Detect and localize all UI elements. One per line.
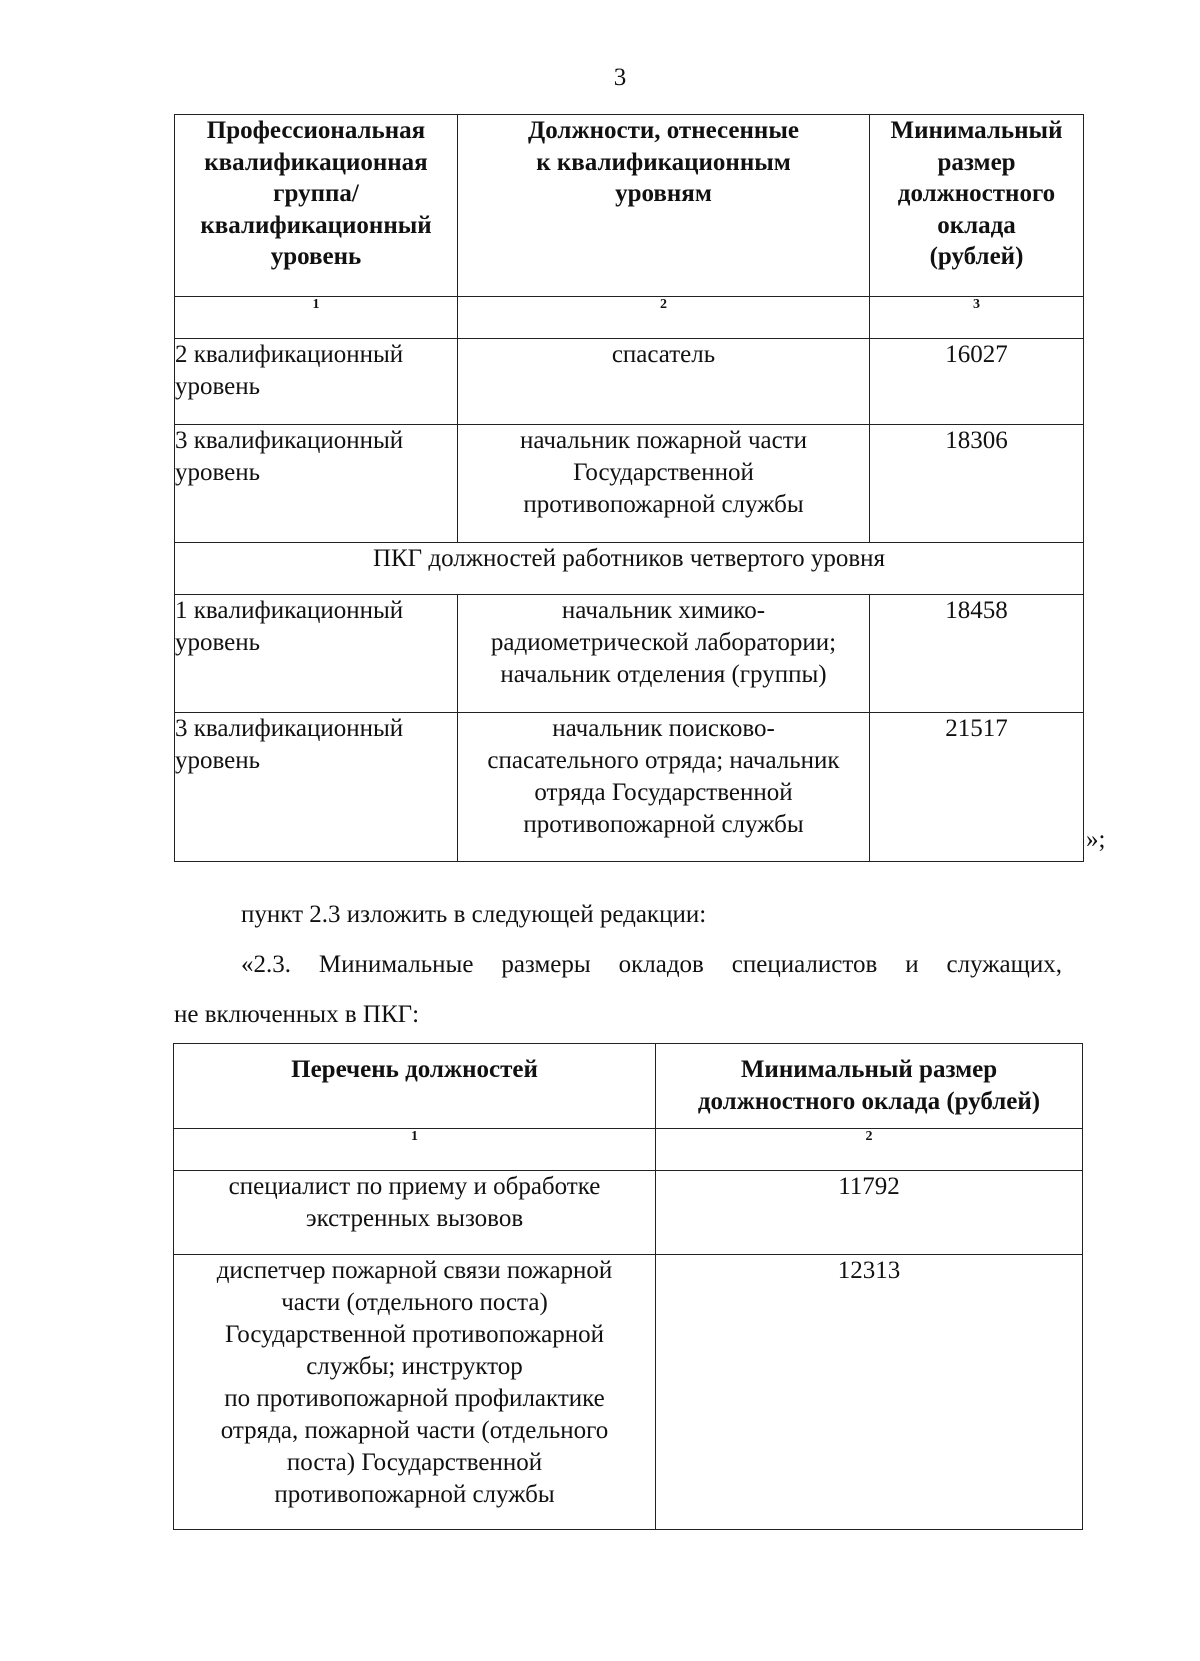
table-row: [175, 595, 1084, 713]
position-cell: начальник химико- радиометрической лаборатории; начальник отделения (группы): [458, 595, 870, 713]
level-cell: 3 квалификационный уровень: [175, 713, 458, 862]
closing-quote: »;: [1086, 826, 1106, 853]
header-cell-salary: Минимальный размер должностного оклада (рублей): [656, 1044, 1083, 1129]
salary-cell: 18306: [870, 425, 1084, 543]
table-row: [174, 1255, 1083, 1530]
salary-cell: 18458: [870, 595, 1084, 713]
page-number: 3: [613, 64, 627, 91]
header-cell-group-level: Профессиональная квалификационная группа/ квалификационный уровень: [175, 115, 458, 297]
position-cell: начальник пожарной части Государственной противопожарной службы: [458, 425, 870, 543]
position-cell: специалист по приему и обработке экстренных вызовов: [174, 1171, 656, 1255]
group-row: [175, 543, 1084, 595]
column-number: 2: [458, 297, 870, 339]
level-cell: 3 квалификационный уровень: [175, 425, 458, 543]
column-number: 1: [175, 297, 458, 339]
table-row: [175, 425, 1084, 543]
column-number: 1: [174, 1129, 656, 1171]
position-cell: диспетчер пожарной связи пожарной части (отдельного поста) Государственной противопожарной службы; инструктор по противопожарной профилактике отряда, пожарной части (отдельного поста) Государственной противопожарной службы: [174, 1255, 656, 1530]
table-row: [174, 1171, 1083, 1255]
position-cell: спасатель: [458, 339, 870, 425]
column-number: 3: [870, 297, 1084, 339]
level-cell: 2 квалификационный уровень: [175, 339, 458, 425]
position-cell: начальник поисково- спасательного отряда; начальник отряда Государственной противопожарной службы: [458, 713, 870, 862]
positions-table-non-pkg: [173, 1043, 1083, 1530]
table-row: [175, 713, 1084, 862]
column-number: 2: [656, 1129, 1083, 1171]
salary-cell: 11792: [656, 1171, 1083, 1255]
salary-cell: 16027: [870, 339, 1084, 425]
table-row: [175, 339, 1084, 425]
table-header-row: [174, 1044, 1083, 1129]
positions-table-pkg: [174, 114, 1084, 862]
paragraph-clause-2-3-continuation: не включенных в ПКГ:: [174, 1001, 420, 1028]
column-number-row: [174, 1129, 1083, 1171]
header-cell-positions: Должности, отнесенные к квалификационным уровням: [458, 115, 870, 297]
paragraph-clause-2-3: «2.3. Минимальные размеры окладов специалистов и служащих,: [241, 951, 1062, 978]
table-header-row: [175, 115, 1084, 297]
header-cell-salary: Минимальный размер должностного оклада (рублей): [870, 115, 1084, 297]
level-cell: 1 квалификационный уровень: [175, 595, 458, 713]
salary-cell: 21517: [870, 713, 1084, 862]
paragraph-amendment: пункт 2.3 изложить в следующей редакции:: [241, 901, 707, 928]
header-cell-positions-list: Перечень должностей: [174, 1044, 656, 1129]
column-number-row: [175, 297, 1084, 339]
salary-cell: 12313: [656, 1255, 1083, 1530]
group-title-cell: ПКГ должностей работников четвертого уровня: [175, 543, 1084, 595]
